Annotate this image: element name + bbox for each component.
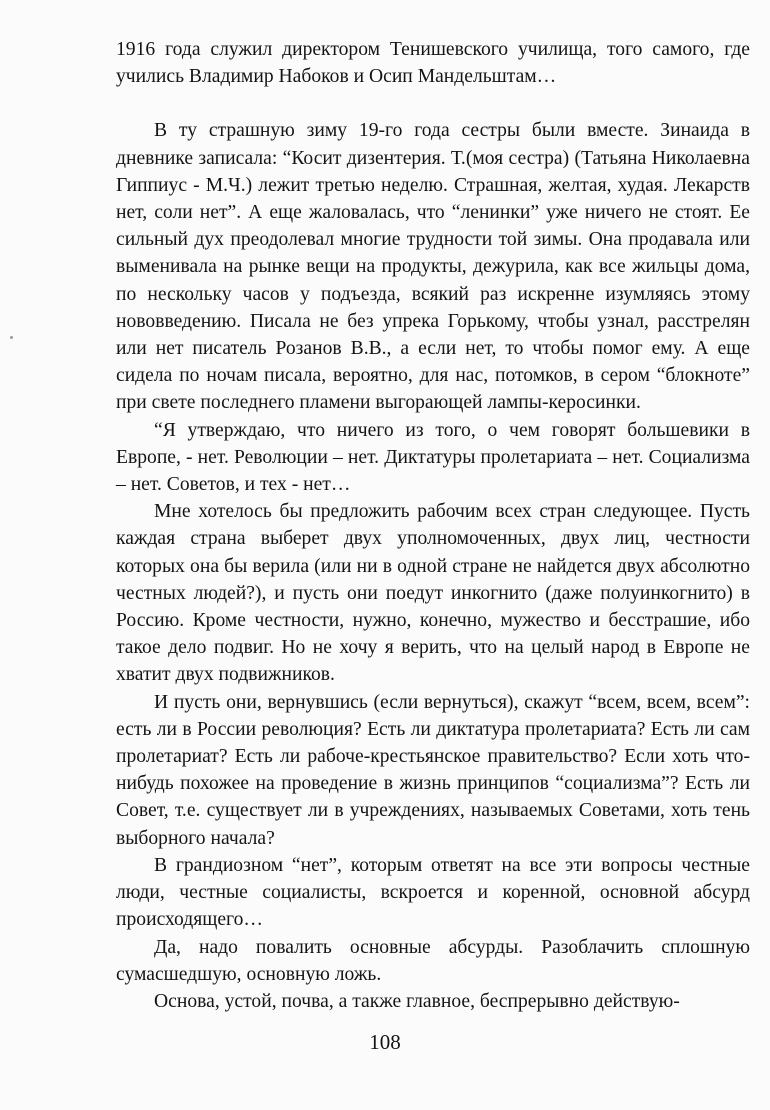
paragraph-foundation: Основа, устой, почва, а также главное, беспрерывно действую-	[154, 990, 680, 1012]
paragraph-workers-proposal: Мне хотелось бы предложить рабочим всех стран следующее. Пусть каждая страна выберет двух уполномоченных, двух лиц, честности которых она бы верила (или ни в одной стране не найдется двух абсолютно честных людей?), и пусть они поедут инкогнито (даже полуинкогнито) в Россию. Кроме честности, нужно, конечно, мужество и бесстрашие, ибо такое дело подвиг. Но не хочу я верить, что на целый народ в Европе не хватит двух подвижников.	[116, 501, 750, 686]
paragraph-questions: И пусть они, вернувшись (если вернуться), скажут “всем, всем, всем”: есть ли в России революция? Есть ли диктатура пролетариата? Есть ли сам пролетариат? Есть ли рабоче-крестьянское правительство? Если хоть что-нибудь похожее на проведение в жизнь принципов “социализма”? Есть ли Совет, т.е. существует ли в учреждениях, называемых Советами, хоть тень выборного начала?	[116, 691, 750, 849]
paragraph-continuation: 1916 года служил директором Тенишевского училища, того самого, где учились Владимир Набоков и Осип Мандельштам…	[116, 39, 750, 88]
body-text	[116, 36, 750, 1015]
scan-speck	[10, 336, 13, 339]
paragraph-quote-start: “Я утверждаю, что ничего из того, о чем говорят большевики в Европе, - нет. Революции – нет. Диктатуры пролетариата – нет. Социализма – нет. Советов, и тех - нет…	[116, 419, 750, 496]
paragraph-winter-1919: В ту страшную зиму 19-го года сестры были вместе. Зинаида в дневнике записала: “Косит дизентерия. Т.(моя сестра) (Татьяна Николаевна Гиппиус - М.Ч.) лежит третью неделю. Страшная, желтая, худая. Лекарств нет, соли нет”. А еще жаловалась, что “ленинки” уже ничего не стоят. Ее сильный дух преодолевал многие трудности той зимы. Она продавала или выменивала на рынке вещи на продукты, дежурила, как все жильцы дома, по нескольку часов у подъезда, всякий раз искренне изумляясь этому нововведению. Писала не без упрека Горькому, чтобы узнал, расстрелян или нет писатель Розанов В.В., а если нет, то чтобы помог ему. А еще сидела по ночам писала, вероятно, для нас, потомков, в сером “блокноте” при свете последнего пламени выгорающей лампы-керосинки.	[116, 120, 750, 414]
paragraph-absurds: Да, надо повалить основные абсурды. Разоблачить сплошную сумасшедшую, основную ложь.	[116, 936, 750, 985]
page-number: 108	[369, 1030, 401, 1054]
paragraph-grand-no: В грандиозном “нет”, которым ответят на все эти вопросы честные люди, честные социалисты, вскроется и коренной, основной абсурд происходящего…	[116, 854, 750, 931]
